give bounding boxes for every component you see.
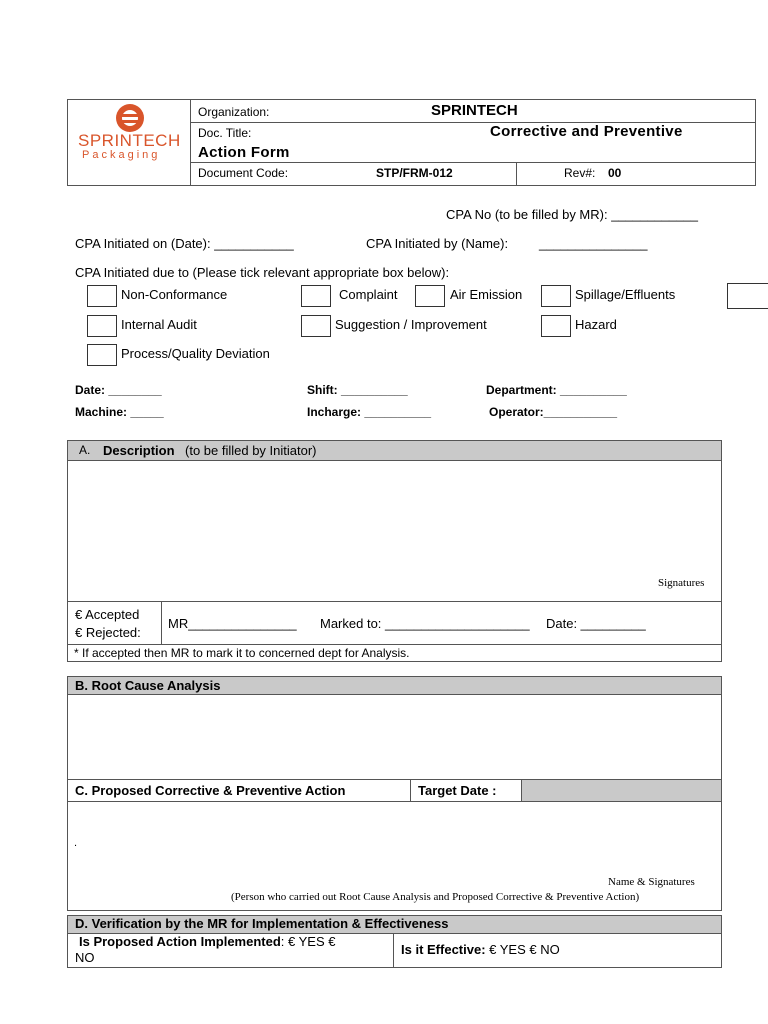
section-c-title: C. Proposed Corrective & Preventive Action xyxy=(75,783,346,798)
section-a-letter: A. xyxy=(79,443,91,457)
logo-wordmark: SPRINTECH xyxy=(78,131,181,150)
incharge-field[interactable]: Incharge: __________ xyxy=(307,405,432,419)
implemented-options[interactable]: : € YES € xyxy=(280,934,336,949)
marked-to-field[interactable]: Marked to: ____________________ xyxy=(320,616,530,631)
corrective-action-textarea[interactable] xyxy=(68,802,719,874)
section-a-title: Description xyxy=(103,443,175,458)
initiated-due-to: CPA Initiated due to (Please tick relevant appropriate box below): xyxy=(75,265,450,280)
logo-tagline: Packaging xyxy=(82,149,161,161)
label-process-deviation: Process/Quality Deviation xyxy=(121,346,270,361)
doc-title-label: Doc. Title: xyxy=(198,126,252,140)
label-non-conformance: Non-Conformance xyxy=(121,287,228,302)
doc-code-value: STP/FRM-012 xyxy=(376,166,453,180)
checkbox-non-conformance[interactable] xyxy=(87,285,117,307)
section-a-row-line xyxy=(67,601,721,602)
section-a-row-line xyxy=(67,644,721,645)
label-complaint: Complaint xyxy=(339,287,398,302)
section-c-name-signatures: Name & Signatures xyxy=(608,876,695,888)
company-logo xyxy=(74,101,186,163)
description-textarea[interactable] xyxy=(68,461,719,600)
operator-field[interactable]: Operator:___________ xyxy=(489,405,618,419)
label-hazard: Hazard xyxy=(575,317,617,332)
section-d-title: D. Verification by the MR for Implementation & Effectiveness xyxy=(75,916,449,931)
machine-field[interactable]: Machine: _____ xyxy=(75,405,164,419)
initiated-by-label: CPA Initiated by (Name): xyxy=(366,236,509,251)
effective-options[interactable]: € YES € NO xyxy=(489,942,560,957)
mr-field[interactable]: MR_______________ xyxy=(168,616,297,631)
rev-label: Rev#: xyxy=(564,166,596,180)
effective-question xyxy=(401,942,560,957)
section-d-col-line xyxy=(393,933,394,967)
doc-code-label: Document Code: xyxy=(198,166,289,180)
target-date-input[interactable] xyxy=(522,780,719,800)
section-c-dot: . xyxy=(74,837,78,849)
checkbox-suggestion[interactable] xyxy=(301,315,331,337)
root-cause-textarea[interactable] xyxy=(68,695,719,778)
implemented-no-option[interactable]: NO xyxy=(75,950,95,965)
section-a-signatures: Signatures xyxy=(658,577,705,589)
section-a-footnote: * If accepted then MR to mark it to concerned dept for Analysis. xyxy=(74,646,410,660)
doc-title-line1: Corrective and Preventive xyxy=(490,123,683,140)
checkbox-spillage[interactable] xyxy=(541,285,571,307)
initiated-on-field[interactable]: CPA Initiated on (Date): ___________ xyxy=(75,236,294,251)
section-a-date-field[interactable]: Date: _________ xyxy=(546,616,646,631)
label-suggestion: Suggestion / Improvement xyxy=(335,317,487,332)
implemented-question xyxy=(79,934,335,949)
section-a-note: (to be filled by Initiator) xyxy=(185,443,317,458)
checkbox-extra[interactable] xyxy=(727,283,768,309)
label-spillage: Spillage/Effluents xyxy=(575,287,676,302)
header-divider xyxy=(190,99,191,185)
date-field[interactable]: Date: ________ xyxy=(75,383,162,397)
checkbox-air-emission[interactable] xyxy=(415,285,445,307)
checkbox-hazard[interactable] xyxy=(541,315,571,337)
accepted-option[interactable]: € Accepted xyxy=(75,607,140,622)
org-name: SPRINTECH xyxy=(431,102,518,119)
header-row-line xyxy=(190,162,755,163)
section-c-col-line xyxy=(410,779,411,801)
rev-value: 00 xyxy=(608,166,622,180)
shift-field[interactable]: Shift: __________ xyxy=(307,383,408,397)
doc-title-line2: Action Form xyxy=(198,144,290,161)
target-date-label: Target Date : xyxy=(418,783,497,798)
section-a-col-line xyxy=(161,601,162,644)
label-internal-audit: Internal Audit xyxy=(121,317,197,332)
section-b-title: B. Root Cause Analysis xyxy=(75,678,221,693)
header-divider xyxy=(516,162,517,185)
checkbox-complaint[interactable] xyxy=(301,285,331,307)
section-c-person-note: (Person who carried out Root Cause Analysis and Proposed Corrective & Preventive Action) xyxy=(231,891,640,903)
implemented-label: Is Proposed Action Implemented xyxy=(79,934,281,949)
org-label: Organization: xyxy=(198,105,270,119)
effective-label: Is it Effective: xyxy=(401,942,486,957)
label-air-emission: Air Emission xyxy=(450,287,523,302)
department-field[interactable]: Department: __________ xyxy=(486,383,627,397)
cpa-no-field[interactable]: CPA No (to be filled by MR): ____________ xyxy=(446,207,698,222)
initiated-by-field[interactable]: _______________ xyxy=(539,236,648,251)
checkbox-internal-audit[interactable] xyxy=(87,315,117,337)
rejected-option[interactable]: € Rejected: xyxy=(75,625,141,640)
checkbox-process-deviation[interactable] xyxy=(87,344,117,366)
